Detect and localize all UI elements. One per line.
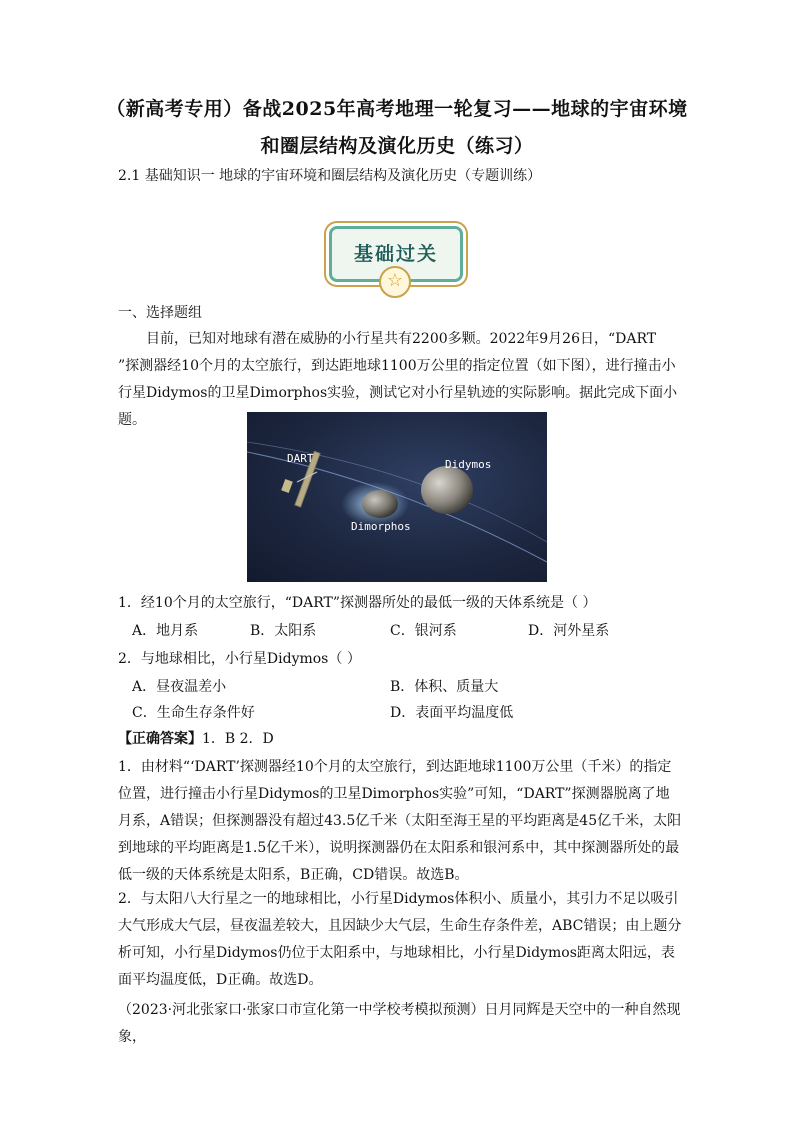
question-1-option-d: D．河外星系 [528,623,610,639]
label-dimorphos: Dimorphos [351,520,411,533]
answer-line [118,728,274,748]
question-2-option-d: D．表面平均温度低 [390,705,514,721]
label-didymos: Didymos [445,458,492,471]
star-icon [379,266,411,298]
label-dart: DART [287,452,314,465]
answer-text: 1．B 2．D [202,731,274,747]
answer-label: 【正确答案】 [118,731,202,747]
document-title-line2: 和圈层结构及演化历史（练习） [260,135,534,157]
question-intro: 目前，已知对地球有潜在威胁的小行星共有2200多颗。2022年9月26日，“DART ”探测器经10个月的太空旅行，到达距地球1100万公里的指定位置（如下图），进行撞击小行星Didymos的卫星Dimorphos实验，测试它对小行星轨迹的实际影响。据此完成下面小题。 [118,331,678,428]
explanation-2: 2．与太阳八大行星之一的地球相比，小行星Didymos体积小、质量小，其引力不足以吸引大气形成大气层，昼夜温差较大，且因缺少大气层，生命生存条件差，ABC错误；由上题分析可知，小行星Didymos仍位于太阳系中，与地球相比，小行星Didymos距离太阳远，表面平均温度低，D正确。故选D。 [118,891,682,988]
dart-illustration [247,412,547,582]
badge-label: 基础过关 [353,243,438,265]
star-glyph: ☆ [386,270,404,291]
question-1-option-c: C．银河系 [390,623,457,639]
dimorphos-asteroid [362,490,398,518]
didymos-asteroid [421,466,473,514]
document-subtitle: 2.1 基础知识一 地球的宇宙环境和圈层结构及演化历史（专题训练） [118,168,542,184]
section-badge [323,222,463,292]
question-1-option-b: B．太阳系 [250,623,317,639]
explanation-1: 1．由材料“‘DART’探测器经10个月的太空旅行，到达距地球1100万公里（千米）的指定位置，进行撞击小行星Didymos的卫星Dimorphos实验”可知，“DART”探测器脱离了地月系，A错误；但探测器没有超过43.5亿千米（太阳至海王星的平均距离是45亿千米，太阳到地球的平均距离是1.5亿千米），说明探测器仍在太阳系和银河系中，其中探测器所处的最低一级的天体系统是太阳系，B正确，CD错误。故选B。 [118,759,682,883]
question-1-stem: 1．经10个月的太空旅行，“DART”探测器所处的最低一级的天体系统是（ ） [118,595,597,611]
next-question-intro: （2023·河北张家口·张家口市宣化第一中学校考模拟预测）日月同辉是天空中的一种自然现象， [118,1002,681,1045]
document-title-line1: （新高考专用）备战2025年高考地理一轮复习——地球的宇宙环境 [106,98,688,120]
question-2-option-c: C．生命生存条件好 [132,705,255,721]
question-2-option-b: B．体积、质量大 [390,679,499,695]
question-1-option-a: A．地月系 [132,623,199,639]
section-heading: 一、选择题组 [118,305,202,321]
question-2-option-a: A．昼夜温差小 [132,679,227,695]
question-2-stem: 2．与地球相比，小行星Didymos（ ） [118,651,361,667]
dart-figure [247,412,547,582]
